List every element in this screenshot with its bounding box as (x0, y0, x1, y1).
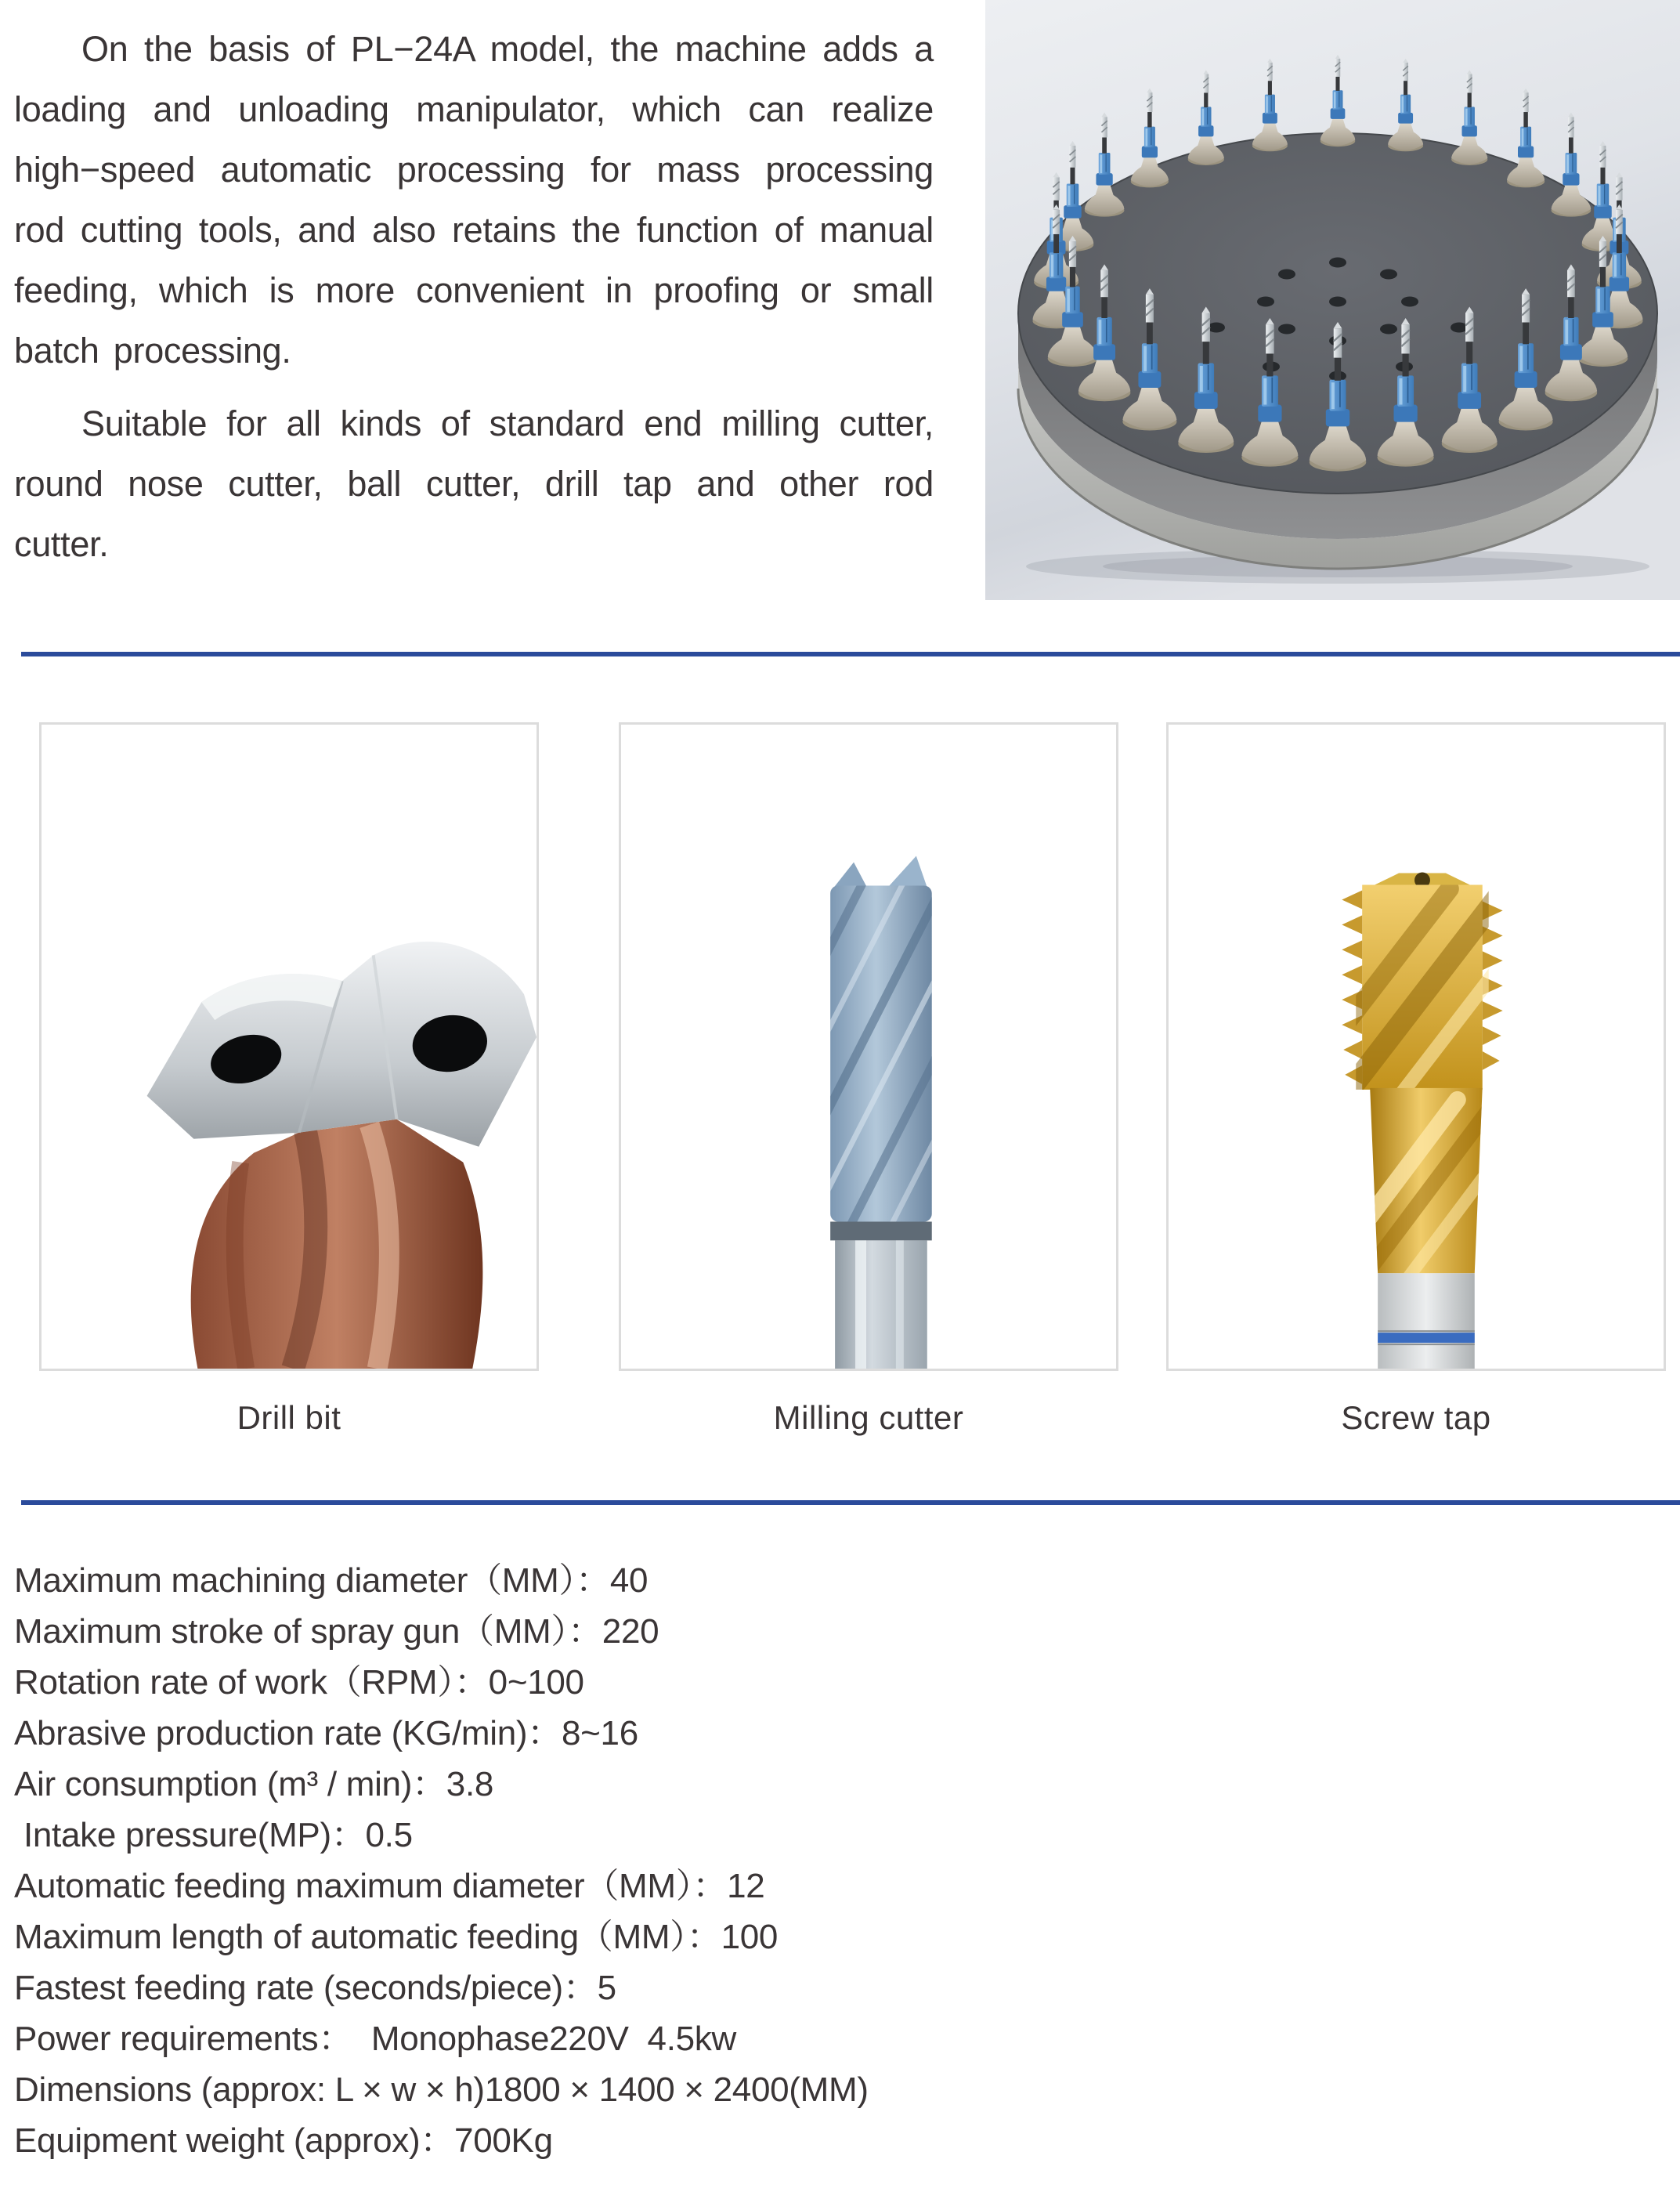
spec-equipment-weight: Equipment weight (approx)：700Kg (14, 2121, 553, 2160)
spec-intake-pressure: Intake pressure(MP)：0.5 (14, 1816, 413, 1854)
spec-max-length-auto-feeding: Maximum length of automatic feeding（MM）：100 (14, 1918, 779, 1956)
intro-section (14, 19, 934, 574)
spec-max-stroke-spray-gun: Maximum stroke of spray gun（MM）：220 (14, 1612, 659, 1651)
caption-milling-cutter: Milling cutter (773, 1399, 964, 1436)
spec-air-consumption: Air consumption (m³ / min)：3.8 (14, 1765, 494, 1803)
screw-tap-illustration (1169, 725, 1664, 1369)
spec-power-requirements: Power requirements： Monophase220V 4.5kw (14, 2020, 736, 2058)
section-divider-top (21, 652, 1680, 656)
spec-abrasive-production-rate: Abrasive production rate (KG/min)：8~16 (14, 1714, 638, 1752)
spec-rotation-rate: Rotation rate of work（RPM）：0~100 (14, 1663, 584, 1702)
section-divider-bottom (21, 1500, 1680, 1505)
intro-paragraph-2: Suitable for all kinds of standard end milling cutter, round nose cutter, ball cutter, drill tap and other rod cutter. (14, 403, 934, 564)
spec-list (14, 1555, 1659, 2166)
tool-disc-render-photo (985, 0, 1680, 600)
drill-bit-photo (39, 722, 539, 1371)
drill-bit-illustration (42, 725, 537, 1369)
milling-cutter-illustration (621, 725, 1116, 1369)
screw-tap-photo (1166, 722, 1666, 1371)
milling-cutter-photo (619, 722, 1118, 1371)
spec-fastest-feeding-rate: Fastest feeding rate (seconds/piece)：5 (14, 1969, 616, 2007)
spec-max-machining-diameter: Maximum machining diameter（MM）：40 (14, 1561, 649, 1600)
spec-auto-feeding-max-diameter: Automatic feeding maximum diameter（MM）：12 (14, 1867, 765, 1905)
caption-screw-tap: Screw tap (1341, 1399, 1491, 1436)
intro-paragraph-1: On the basis of PL−24A model, the machine adds a loading and unloading manipulator, which can realize high−speed automatic processing for mass processing rod cutting tools, and also retains the function of manual feeding, which is more convenient in proofing or small batch processing. (14, 29, 934, 371)
spec-dimensions: Dimensions (approx: L × w × h)1800 × 1400 × 2400(MM) (14, 2071, 869, 2109)
caption-drill-bit: Drill bit (237, 1399, 341, 1436)
tool-disc-illustration (985, 0, 1680, 600)
